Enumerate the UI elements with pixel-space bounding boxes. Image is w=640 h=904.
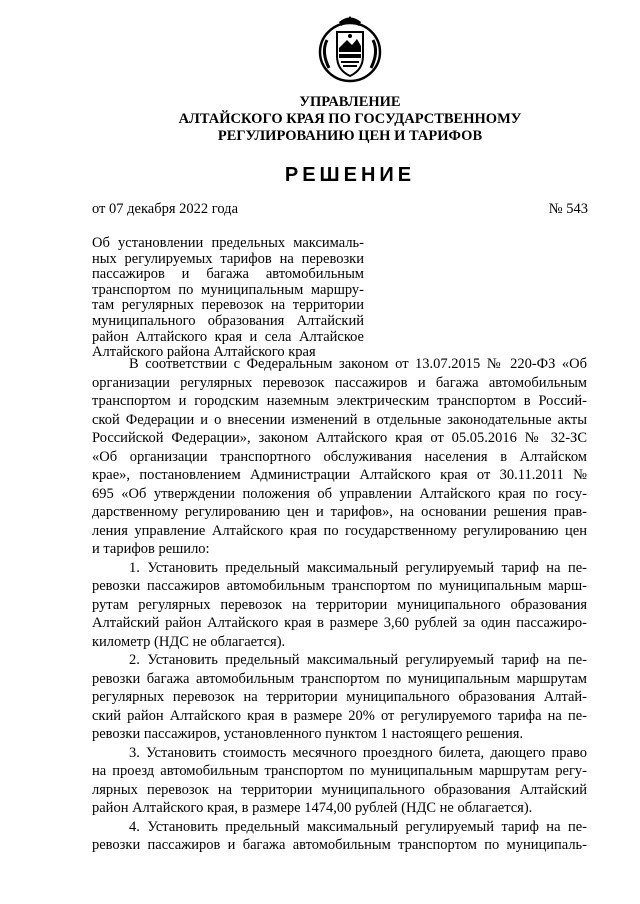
- body-line: 1. Установить предельный максимальный регулируемый тариф на пе-: [129, 559, 587, 576]
- body-line: ский район Алтайского края в размере 20% от регулируемого тарифа на пе-: [92, 707, 587, 724]
- org-line: АЛТАЙСКОГО КРАЯ ПО ГОСУДАРСТВЕННОМУ: [178, 111, 522, 127]
- org-line: УПРАВЛЕНИЕ: [299, 94, 401, 110]
- document-number: № 543: [548, 201, 588, 217]
- body-line: ревозки пассажиров и багажа автомобильным транспортом по муниципаль-: [92, 837, 587, 853]
- body-line: Алтайский район Алтайского края в размере 3,60 рублей за один пассажиро-: [92, 615, 587, 631]
- body-line: 3. Установить стоимость месячного проездного билета, дающего право: [129, 744, 587, 761]
- subject-line: ных регулируемых тарифов на перевозки: [92, 250, 364, 267]
- body-line: 695 «Об утверждении положения об управлении Алтайского края по госу-: [92, 485, 587, 502]
- body-line: лярных перевозок на территории муниципального образования Алтайский: [92, 781, 587, 798]
- body-line: ления управление Алтайского края по государственному регулированию цен: [92, 522, 587, 539]
- subject-line: Об установлении предельных максималь-: [92, 235, 364, 251]
- body-line: крае», постановлением Администрации Алтайского края от 30.11.2011 №: [92, 467, 587, 483]
- body-line: регулярных перевозок на территории муниципального образования Алтай-: [92, 689, 587, 705]
- body-line: Российской Федерации», законом Алтайского края от 05.05.2016 № 32-ЗС: [92, 430, 587, 446]
- coat-of-arms-emblem: [317, 14, 383, 84]
- body-line: ревозки пассажиров, установленного пунктом 1 настоящего решения.: [92, 726, 524, 742]
- body-line: 4. Установить предельный максимальный регулируемый тариф на пе-: [129, 818, 587, 835]
- subject-line: транспортом по муниципальным маршру-: [92, 281, 364, 298]
- body-line: В соответствии с Федеральным законом от 13.07.2015 № 220-ФЗ «Об: [129, 356, 587, 372]
- body-line: организации регулярных перевозок пассажиров и багажа автомобильным: [92, 374, 587, 391]
- body-line: на проезд автомобильным транспортом по муниципальным маршрутам регу-: [92, 763, 587, 779]
- document-type-title: РЕШЕНИЕ: [284, 164, 416, 186]
- body-line: дарственному регулированию цен и тарифов», на основании решения прав-: [92, 504, 587, 520]
- document-subject: [92, 236, 364, 361]
- organization-name: [150, 94, 550, 145]
- document-date: от 07 декабря 2022 года: [92, 201, 238, 217]
- body-line: район Алтайского края, в размере 1474,00 рублей (НДС не облагается).: [92, 800, 533, 816]
- subject-line: муниципального образования Алтайский: [92, 312, 364, 329]
- document-body: [92, 355, 587, 855]
- subject-line: район Алтайского края и села Алтайское: [92, 328, 364, 345]
- body-line: ской Федерации и о внесении изменений в отдельные законодательные акты: [92, 411, 587, 428]
- body-line: «Об организации транспортного обслуживания населения в Алтайском: [92, 448, 587, 465]
- body-line: километр (НДС не облагается).: [92, 633, 286, 650]
- body-line: 2. Установить предельный максимальный регулируемый тариф на пе-: [129, 652, 587, 668]
- body-line: ревозки багажа автомобильным транспортом по муниципальным маршрутам: [92, 670, 587, 687]
- subject-line: Алтайского района Алтайского края: [92, 344, 316, 361]
- body-line: ревозки пассажиров автомобильным транспортом по муниципальным марш-: [92, 578, 587, 594]
- subject-line: там регулярных перевозок на территории: [92, 297, 364, 314]
- body-line: рутам регулярных перевозок на территории муниципального образования: [92, 596, 587, 613]
- org-line: РЕГУЛИРОВАНИЮ ЦЕН И ТАРИФОВ: [217, 128, 483, 144]
- subject-line: пассажиров и багажа автомобильным: [92, 266, 364, 283]
- body-line: транспортом и городским наземным электрическим транспортом в Россий-: [92, 393, 587, 409]
- body-line: и тарифов решило:: [92, 541, 210, 557]
